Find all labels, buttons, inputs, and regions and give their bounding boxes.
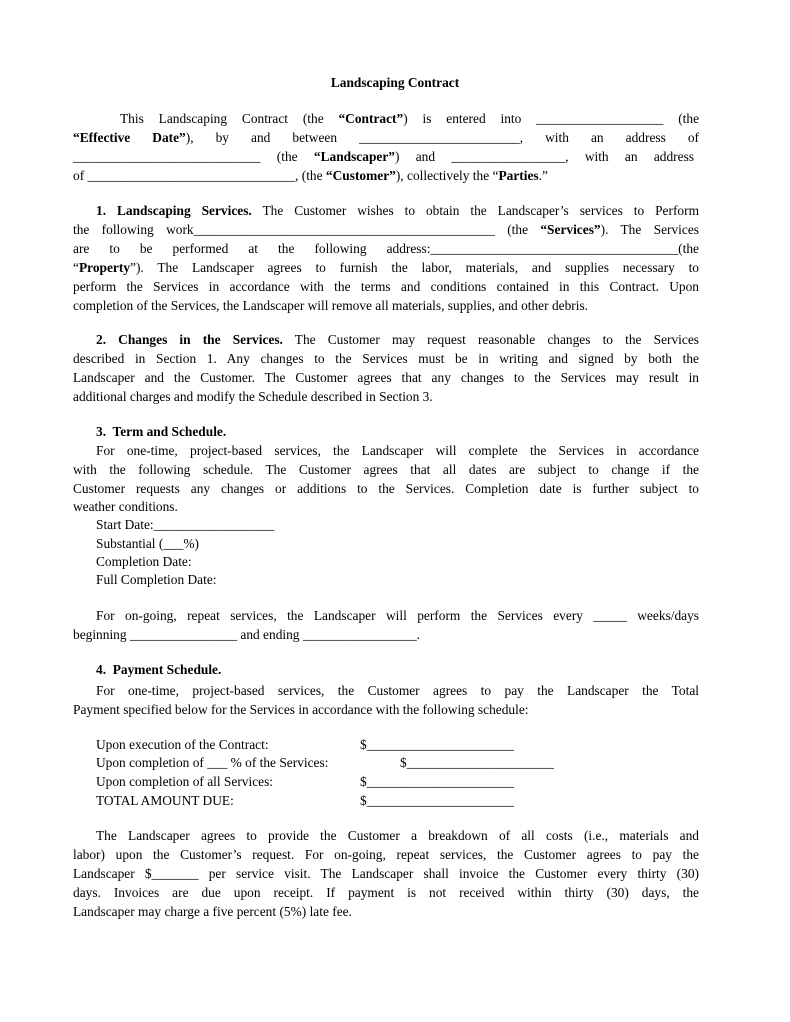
section-1-line-3: are to be performed at the following address:_____________________________________(the [73, 241, 699, 256]
section-2-line-2: described in Section 1. Any changes to the Services must be in writing and signed by both the [73, 351, 699, 366]
section-2-line-3: Landscaper and the Customer. The Customer agrees that any changes to the Services may result in [73, 370, 699, 385]
section-1-line-1: 1. Landscaping Services. The Customer wishes to obtain the Landscaper’s services to Perform [96, 203, 699, 218]
substantial-field: Substantial (___%) [96, 536, 200, 551]
section-3-line-3: Customer requests any changes or additions to the Services. Completion date is further subject to [73, 481, 699, 496]
ongoing-line-2: beginning ________________ and ending _________________. [73, 627, 421, 642]
intro-line-4: of _______________________________, (the “Customer”), collectively the “Parties.” [73, 168, 548, 183]
payment-para-line-4: days. Invoices are due upon receipt. If payment is not received within thirty (30) days, the [73, 885, 699, 900]
payment-para-line-3: Landscaper $_______ per service visit. The Landscaper shall invoice the Customer every thirty (30) [73, 866, 699, 881]
section-4-line-2: Payment specified below for the Services in accordance with the following schedule: [73, 702, 529, 717]
payment-row-amount: $______________________ [360, 793, 514, 808]
intro-line-1: This Landscaping Contract (the “Contract”) is entered into ___________________ (the [120, 111, 700, 126]
section-3-heading: 3. Term and Schedule. [96, 424, 227, 439]
payment-row-amount: $______________________ [360, 737, 514, 752]
payment-para-line-2: labor) upon the Customer’s request. For on-going, repeat services, the Customer agrees to pay the [73, 847, 699, 862]
document-title: Landscaping Contract [330, 75, 460, 90]
payment-row-label: Upon execution of the Contract: [96, 737, 269, 752]
start-date-field: Start Date:__________________ [96, 517, 275, 532]
ongoing-line-1: For on-going, repeat services, the Landscaper will perform the Services every _____ weeks/days [96, 608, 699, 623]
payment-para-line-5: Landscaper may charge a five percent (5%) late fee. [73, 904, 352, 919]
section-2-line-4: additional charges and modify the Schedule described in Section 3. [73, 389, 433, 404]
section-2-heading: 2. Changes in the Services. [96, 332, 283, 347]
section-2-line-1: 2. Changes in the Services. The Customer may request reasonable changes to the Services [96, 332, 699, 347]
section-1-line-6: completion of the Services, the Landscaper will remove all materials, supplies, and other debris. [73, 298, 589, 313]
section-4-line-1: For one-time, project-based services, the Customer agrees to pay the Landscaper the Total [96, 683, 699, 698]
intro-line-3: ____________________________ (the “Landscaper”) and _________________, with an address [73, 149, 694, 164]
section-3-line-2: with the following schedule. The Customer agrees that all dates are subject to change if the [73, 462, 699, 477]
section-1-line-4: “Property”). The Landscaper agrees to furnish the labor, materials, and supplies necessary to [73, 260, 699, 275]
intro-line-2: “Effective Date”), by and between ________________________, with an address of [73, 130, 700, 145]
full-completion-date-field: Full Completion Date: [96, 572, 217, 587]
payment-row-amount: $______________________ [400, 755, 554, 770]
payment-row-label: TOTAL AMOUNT DUE: [96, 793, 234, 808]
section-1-line-5: perform the Services in accordance with the terms and conditions contained in this Contract. Upon [73, 279, 699, 294]
section-3-line-1: For one-time, project-based services, the Landscaper will complete the Services in accordance [96, 443, 699, 458]
completion-date-field: Completion Date: [96, 554, 192, 569]
payment-para-line-1: The Landscaper agrees to provide the Customer a breakdown of all costs (i.e., materials and [96, 828, 699, 843]
section-1-line-2: the following work_____________________________________________ (the “Services”). The Services [73, 222, 699, 237]
payment-row-label: Upon completion of ___ % of the Services: [96, 755, 329, 770]
section-3-line-4: weather conditions. [73, 499, 178, 514]
section-4-heading: 4. Payment Schedule. [96, 662, 222, 677]
payment-row-amount: $______________________ [360, 774, 514, 789]
payment-row-label: Upon completion of all Services: [96, 774, 274, 789]
section-1-heading: 1. Landscaping Services. [96, 203, 252, 218]
